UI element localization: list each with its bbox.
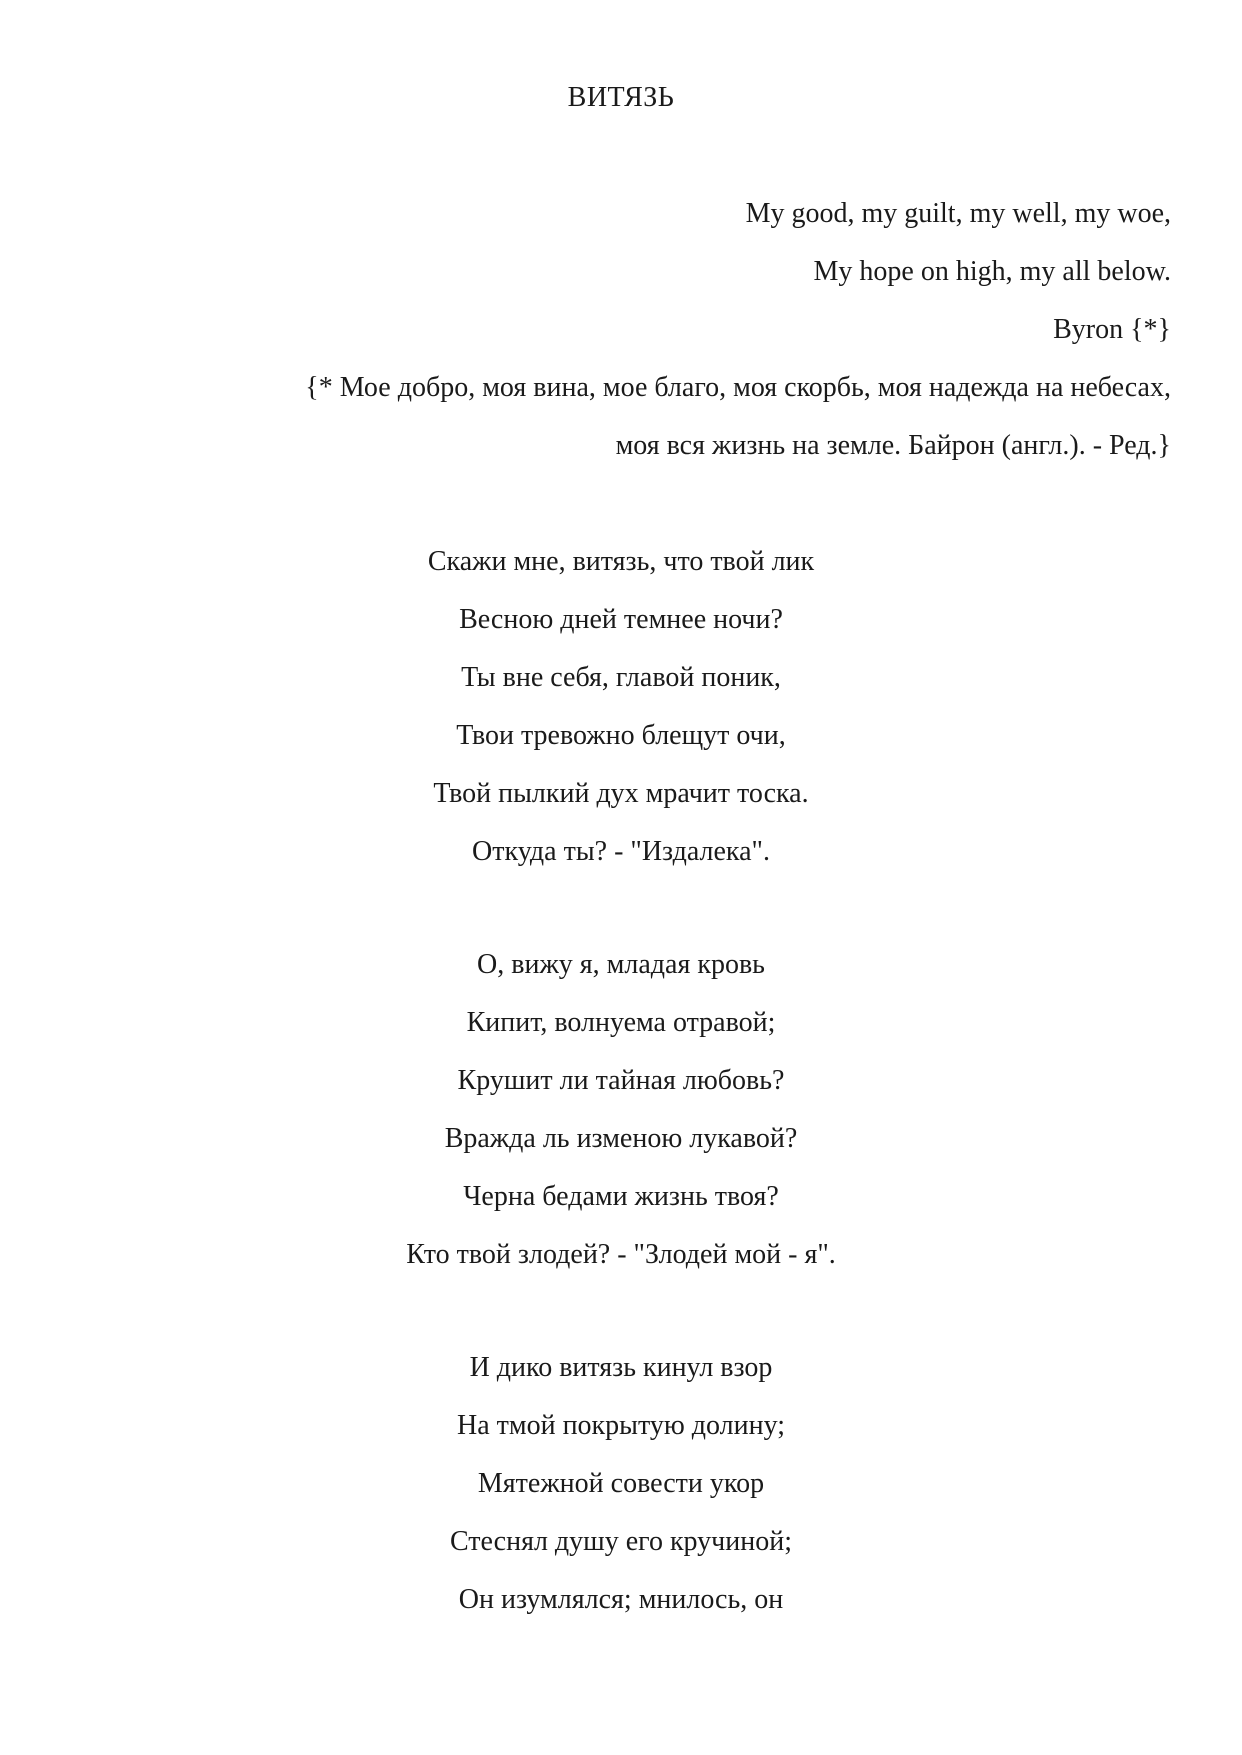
verse-line: И дико витязь кинул взор xyxy=(469,1352,773,1383)
verse-line: Кто твой злодей? - "Злодей мой - я". xyxy=(406,1239,836,1270)
epigraph-line: My good, my guilt, my well, my woe, xyxy=(745,198,1171,229)
verse-line: О, вижу я, младая кровь xyxy=(477,949,765,980)
verse-line: Кипит, волнуема отравой; xyxy=(466,1007,776,1038)
verse-line: Черна бедами жизнь твоя? xyxy=(463,1181,779,1212)
stanza-3 xyxy=(0,1349,1242,1639)
verse-line: Откуда ты? - "Издалека". xyxy=(472,836,770,867)
footnote-line: моя вся жизнь на земле. Байрон (англ.). - Ред.} xyxy=(615,430,1171,461)
verse-line: Твой пылкий дух мрачит тоска. xyxy=(433,778,809,809)
verse-line: Он изумлялся; мнилось, он xyxy=(458,1584,784,1615)
verse-line: Твои тревожно блещут очи, xyxy=(456,720,786,751)
verse-line: Скажи мне, витязь, что твой лик xyxy=(427,546,815,577)
poem-title: ВИТЯЗЬ xyxy=(567,82,675,113)
verse-line: Весною дней темнее ночи? xyxy=(459,604,783,635)
verse-line: Мятежной совести укор xyxy=(477,1468,765,1499)
stanza-1 xyxy=(0,543,1242,891)
epigraph-block xyxy=(171,195,1171,485)
verse-line: На тмой покрытую долину; xyxy=(456,1410,785,1441)
footnote-line: {* Мое добро, моя вина, мое благо, моя скорбь, моя надежда на небесах, xyxy=(305,372,1171,403)
epigraph-line: My hope on high, my all below. xyxy=(813,256,1171,287)
verse-line: Вражда ль изменою лукавой? xyxy=(444,1123,798,1154)
verse-line: Крушит ли тайная любовь? xyxy=(457,1065,785,1096)
verse-line: Стеснял душу его кручиной; xyxy=(449,1526,792,1557)
stanza-2 xyxy=(0,946,1242,1294)
epigraph-attribution: Byron {*} xyxy=(1053,314,1171,345)
verse-line: Ты вне себя, главой поник, xyxy=(461,662,781,693)
